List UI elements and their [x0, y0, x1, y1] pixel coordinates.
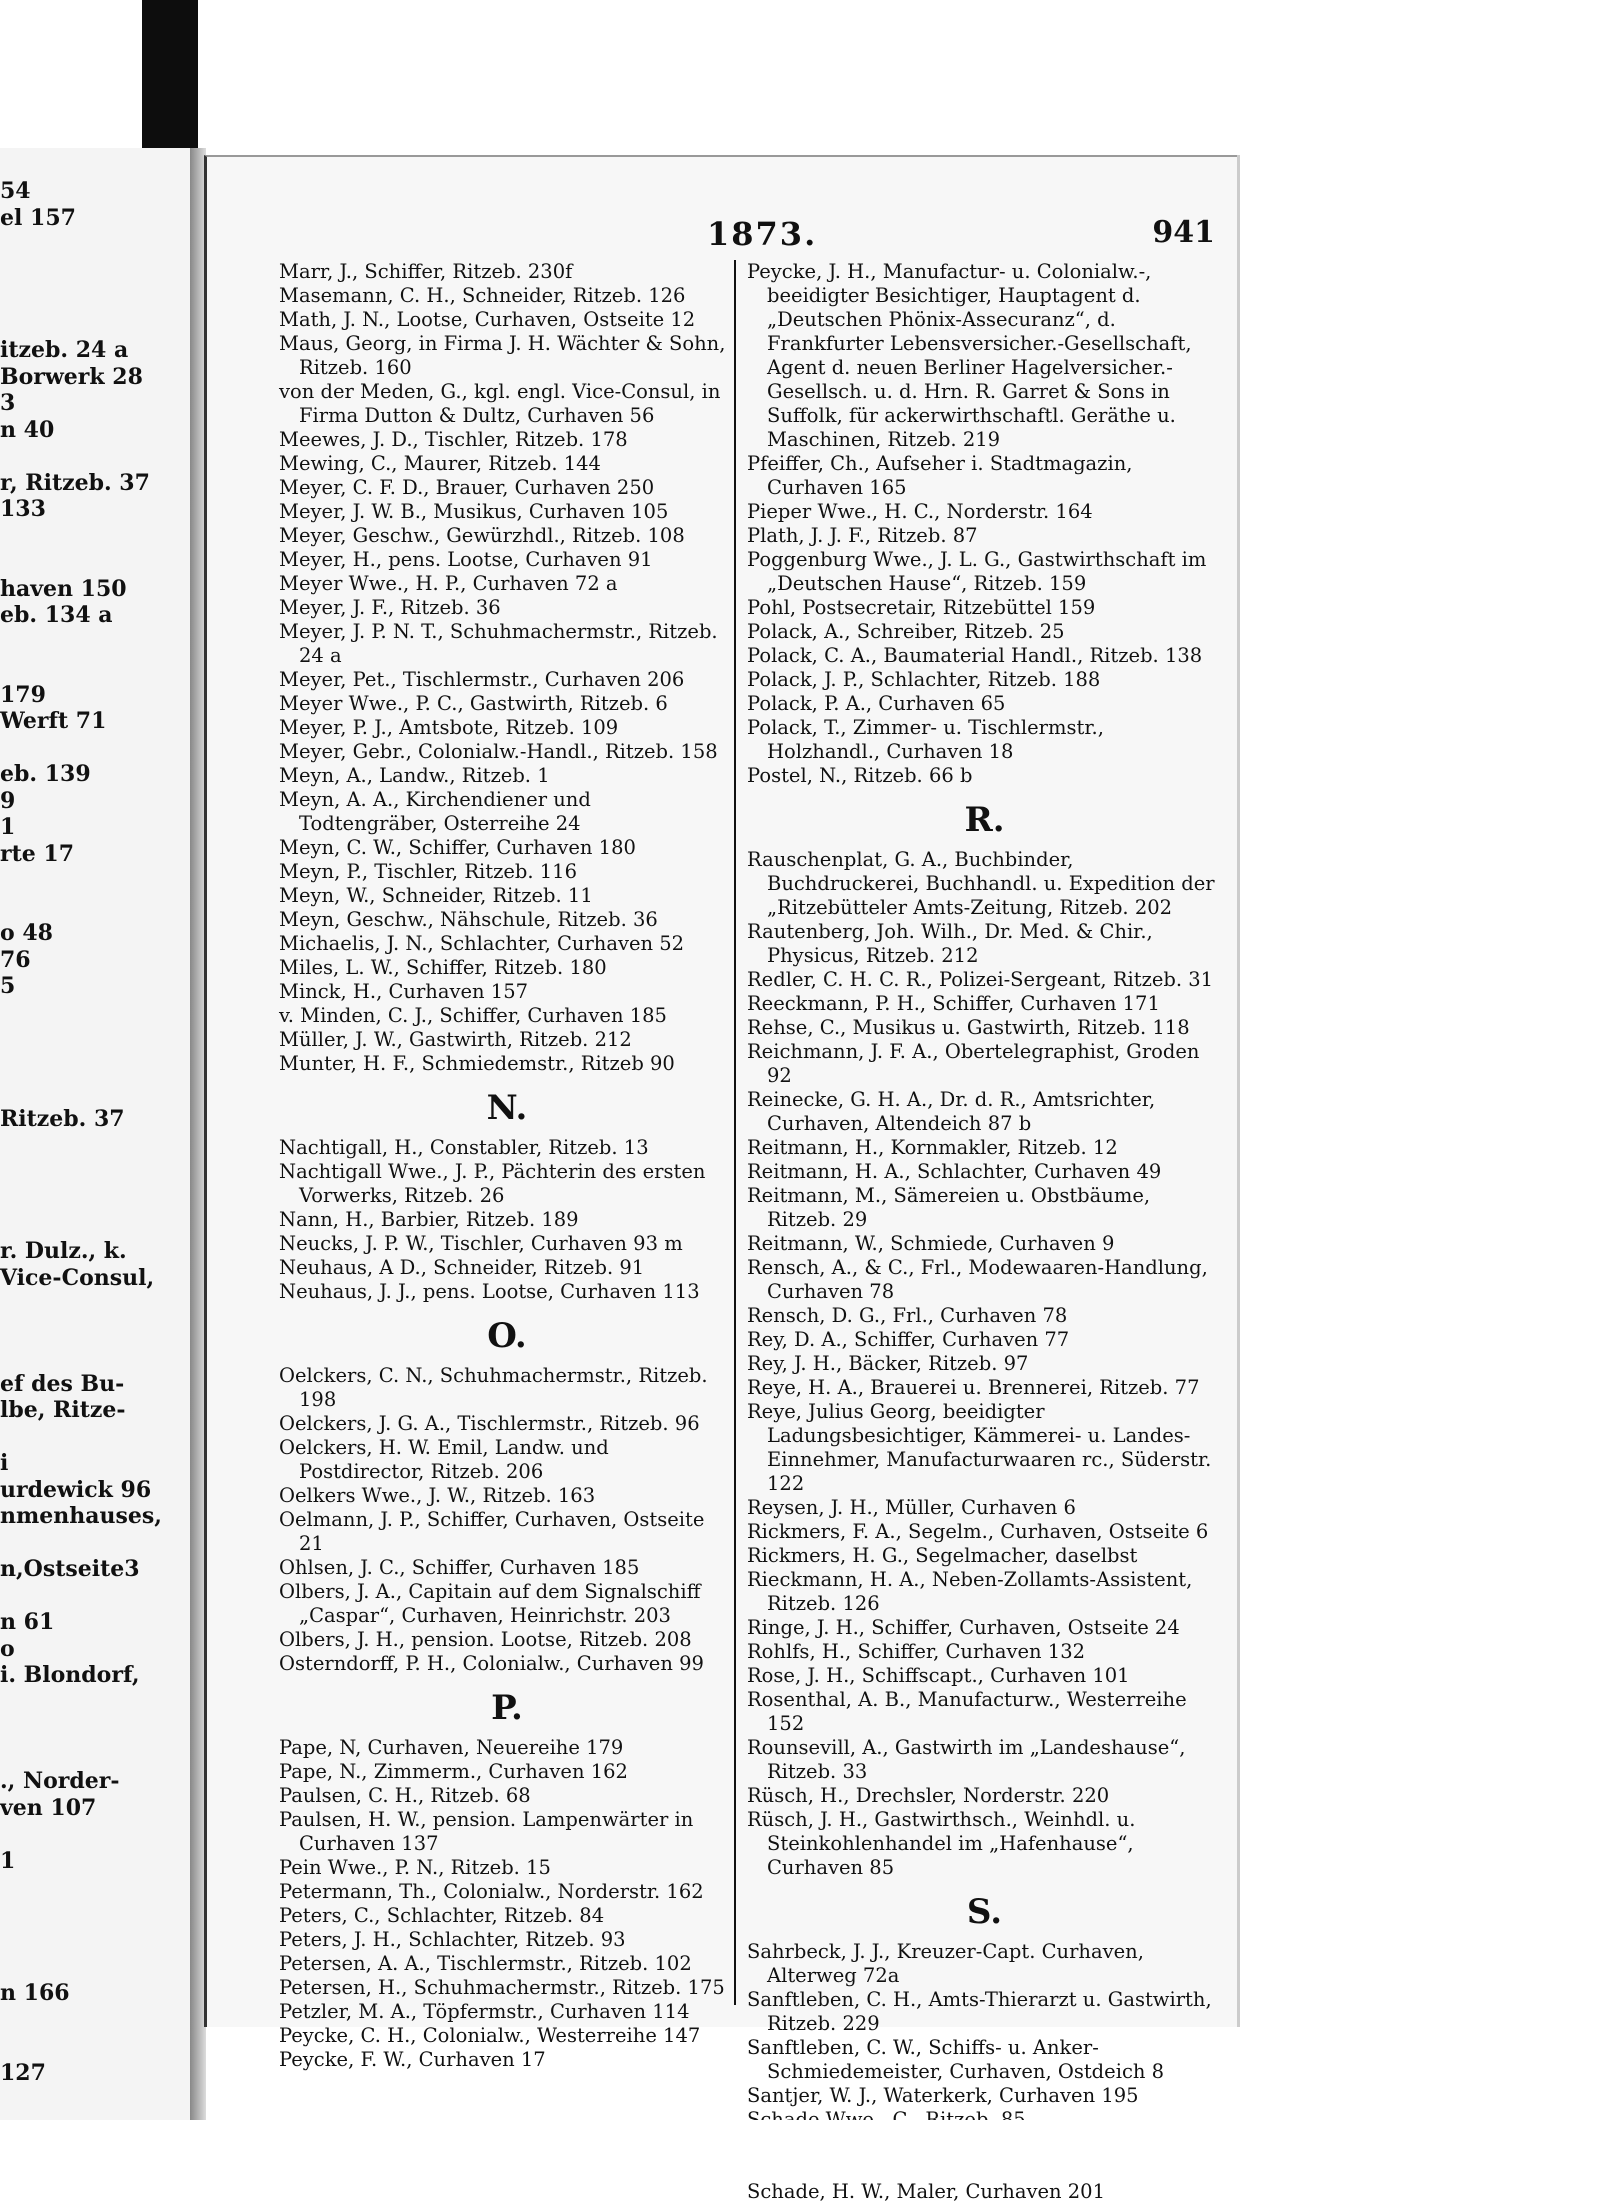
directory-entry: Rounsevill, A., Gastwirth im „Landeshause“, Ritzeb. 33 — [747, 1736, 1186, 1783]
left-page-text-fragment: Borwerk 28 — [0, 363, 143, 390]
directory-entry: Marr, J., Schiffer, Ritzeb. 230f — [279, 260, 573, 283]
directory-entry: Reitmann, W., Schmiede, Curhaven 9 — [747, 1232, 1115, 1255]
directory-entry: Oelckers, H. W. Emil, Landw. und Postdirector, Ritzeb. 206 — [279, 1436, 609, 1483]
directory-entry: Peycke, C. H., Colonialw., Westerreihe 147 — [279, 2024, 701, 2047]
left-page-text-fragment: 3 — [0, 390, 16, 416]
directory-entry: Masemann, C. H., Schneider, Ritzeb. 126 — [279, 284, 686, 307]
directory-entry: Rensch, A., & C., Frl., Modewaaren-Handlung, Curhaven 78 — [747, 1256, 1208, 1303]
directory-entry: Reitmann, M., Sämereien u. Obstbäume, Ritzeb. 29 — [747, 1184, 1151, 1231]
directory-entry: Peters, C., Schlachter, Ritzeb. 84 — [279, 1904, 605, 1927]
directory-entry: Michaelis, J. N., Schlachter, Curhaven 52 — [279, 932, 685, 955]
directory-entry: Pohl, Postsecretair, Ritzebüttel 159 — [747, 596, 1096, 619]
directory-entry: Neucks, J. P. W., Tischler, Curhaven 93 m — [279, 1232, 683, 1255]
directory-entry: Ringe, J. H., Schiffer, Curhaven, Ostseite 24 — [747, 1616, 1180, 1639]
left-page-fragment — [0, 148, 193, 2120]
entries-p-continued — [747, 260, 1222, 788]
directory-entry: Miles, L. W., Schiffer, Ritzeb. 180 — [279, 956, 607, 979]
directory-entry: Reye, H. A., Brauerei u. Brennerei, Ritzeb. 77 — [747, 1376, 1200, 1399]
directory-entry: Peycke, J. H., Manufactur- u. Colonialw.-, beeidigter Besichtiger, Hauptagent d. „Deutschen Phönix-Assecuranz“, d. Frankfurter Lebensversicher.-Gesellschaft, Agent d. neuen Berliner Hagelversicher.-Gesellsch. u. d. Hrn. R. Garret & Sons in Suffolk, für ackerwirthschaftl. Geräthe u. Maschinen, Ritzeb. 219 — [747, 260, 1192, 451]
directory-entry: Rickmers, F. A., Segelm., Curhaven, Ostseite 6 — [747, 1520, 1209, 1543]
directory-entry: Meyn, P., Tischler, Ritzeb. 116 — [279, 860, 577, 883]
directory-entry: Maus, Georg, in Firma J. H. Wächter & Sohn, Ritzeb. 160 — [279, 332, 726, 379]
letter-heading-o: O. — [487, 1316, 527, 1356]
directory-entry: Rensch, D. G., Frl., Curhaven 78 — [747, 1304, 1068, 1327]
left-page-text-fragment: n 40 — [0, 416, 55, 443]
left-page-text-fragment: ef des Bu- — [0, 1370, 125, 1397]
column-divider — [734, 260, 736, 2005]
left-page-text-fragment: 1 — [0, 1847, 16, 1874]
directory-entry: Paulsen, H. W., pension. Lampenwärter in Curhaven 137 — [279, 1808, 694, 1855]
directory-entry: Meyer, Pet., Tischlermstr., Curhaven 206 — [279, 668, 685, 691]
left-page-text-fragment: 5 — [0, 973, 16, 999]
left-page-text-fragment: o 48 — [0, 920, 53, 946]
directory-entry: Pape, N., Zimmerm., Curhaven 162 — [279, 1760, 628, 1783]
directory-entry: Neuhaus, J. J., pens. Lootse, Curhaven 113 — [279, 1280, 700, 1303]
directory-entry: Peycke, F. W., Curhaven 17 — [279, 2048, 546, 2071]
left-page-text-fragment: haven 150 — [0, 575, 127, 602]
directory-entry: Ohlsen, J. C., Schiffer, Curhaven 185 — [279, 1556, 640, 1579]
directory-entry: Rose, J. H., Schiffscapt., Curhaven 101 — [747, 1664, 1130, 1687]
directory-entry: Reysen, J. H., Müller, Curhaven 6 — [747, 1496, 1076, 1519]
directory-entry: Santjer, W. J., Waterkerk, Curhaven 195 — [747, 2084, 1139, 2107]
page-number: 941 — [1152, 215, 1215, 250]
entries-m — [279, 260, 735, 1076]
directory-entry: Rohlfs, H., Schiffer, Curhaven 132 — [747, 1640, 1086, 1663]
directory-entry: Rieckmann, H. A., Neben-Zollamts-Assistent, Ritzeb. 126 — [747, 1568, 1193, 1615]
book-gutter-shadow — [142, 0, 198, 148]
directory-entry: Paulsen, C. H., Ritzeb. 68 — [279, 1784, 531, 1807]
directory-entry: Oelckers, C. N., Schuhmachermstr., Ritzeb. 198 — [279, 1364, 708, 1411]
directory-entry: Mewing, C., Maurer, Ritzeb. 144 — [279, 452, 601, 475]
directory-entry: Neuhaus, A D., Schneider, Ritzeb. 91 — [279, 1256, 645, 1279]
directory-entry: Nachtigall Wwe., J. P., Pächterin des ersten Vorwerks, Ritzeb. 26 — [279, 1160, 706, 1207]
directory-entry: Rehse, C., Musikus u. Gastwirth, Ritzeb. 118 — [747, 1016, 1190, 1039]
directory-entry: Rüsch, J. H., Gastwirthsch., Weinhdl. u. Steinkohlenhandel im „Hafenhause“, Curhaven 85 — [747, 1808, 1136, 1879]
directory-entry: Plath, J. J. F., Ritzeb. 87 — [747, 524, 978, 547]
left-page-text-fragment: ven 107 — [0, 1794, 97, 1821]
left-page-text-fragment: eb. 134 a — [0, 602, 113, 628]
directory-entry: Rey, D. A., Schiffer, Curhaven 77 — [747, 1328, 1070, 1351]
entries-p — [279, 1736, 735, 2072]
directory-entry: Rauschenplat, G. A., Buchbinder, Buchdruckerei, Buchhandl. u. Expedition der „Ritzebütteler Amts-Zeitung, Ritzeb. 202 — [747, 848, 1215, 919]
directory-entry: Meyer, Geschw., Gewürzhdl., Ritzeb. 108 — [279, 524, 685, 547]
directory-entry: Redler, C. H. C. R., Polizei-Sergeant, Ritzeb. 31 — [747, 968, 1214, 991]
directory-entry: Poggenburg Wwe., J. L. G., Gastwirthschaft im „Deutschen Hause“, Ritzeb. 159 — [747, 548, 1207, 595]
directory-entry: Nachtigall, H., Constabler, Ritzeb. 13 — [279, 1136, 649, 1159]
left-page-text-fragment: 54 — [0, 178, 31, 204]
directory-entry: Pfeiffer, Ch., Aufseher i. Stadtmagazin, Curhaven 165 — [747, 452, 1133, 499]
left-page-text-fragment: Vice-Consul, — [0, 1264, 155, 1291]
directory-entry: Meyn, W., Schneider, Ritzeb. 11 — [279, 884, 593, 907]
directory-entry: Polack, P. A., Curhaven 65 — [747, 692, 1006, 715]
directory-entry: Reitmann, H. A., Schlachter, Curhaven 49 — [747, 1160, 1162, 1183]
left-page-text-fragment: n 166 — [0, 1980, 70, 2006]
directory-entry: Petzler, M. A., Töpfermstr., Curhaven 114 — [279, 2000, 690, 2023]
directory-entry: Müller, J. W., Gastwirth, Ritzeb. 212 — [279, 1028, 632, 1051]
directory-entry: Meyer, J. P. N. T., Schuhmachermstr., Ritzeb. 24 a — [279, 620, 718, 667]
directory-entry: Pieper Wwe., H. C., Norderstr. 164 — [747, 500, 1093, 523]
letter-heading-s: S. — [966, 1892, 1003, 1932]
left-page-text-fragment: 76 — [0, 946, 31, 973]
directory-entry: Meyer Wwe., H. P., Curhaven 72 a — [279, 572, 618, 595]
directory-entry: Meyer, H., pens. Lootse, Curhaven 91 — [279, 548, 653, 571]
directory-entry: Polack, J. P., Schlachter, Ritzeb. 188 — [747, 668, 1101, 691]
directory-entry: Meyer, J. W. B., Musikus, Curhaven 105 — [279, 500, 669, 523]
left-page-text-fragment: i. Blondorf, — [0, 1662, 140, 1688]
left-page-text-fragment: urdewick 96 — [0, 1476, 152, 1503]
directory-entry: Meyn, A. A., Kirchendiener und Todtengräber, Osterreihe 24 — [279, 788, 591, 835]
directory-entry: Rautenberg, Joh. Wilh., Dr. Med. & Chir., Physicus, Ritzeb. 212 — [747, 920, 1153, 967]
directory-entry: Meyn, A., Landw., Ritzeb. 1 — [279, 764, 550, 787]
directory-entry: Polack, A., Schreiber, Ritzeb. 25 — [747, 620, 1065, 643]
entries-r — [747, 848, 1222, 1880]
left-page-text-fragment: eb. 139 — [0, 761, 91, 787]
left-page-text-fragment: n 61 — [0, 1609, 55, 1635]
letter-heading-p: P. — [491, 1688, 523, 1728]
directory-entry: Meyer, Gebr., Colonialw.-Handl., Ritzeb. 158 — [279, 740, 718, 763]
directory-entry: Osterndorff, P. H., Colonialw., Curhaven 99 — [279, 1652, 704, 1675]
directory-entry: Meyn, Geschw., Nähschule, Ritzeb. 36 — [279, 908, 658, 931]
directory-entry: Minck, H., Curhaven 157 — [279, 980, 529, 1003]
right-column — [747, 260, 1222, 2204]
directory-entry: Olbers, J. H., pension. Lootse, Ritzeb. 208 — [279, 1628, 692, 1651]
directory-entry: Reitmann, H., Kornmakler, Ritzeb. 12 — [747, 1136, 1118, 1159]
left-page-text-fragment: Ritzeb. 37 — [0, 1105, 125, 1132]
left-page-text-fragment: ., Norder- — [0, 1768, 120, 1794]
directory-entry: Polack, T., Zimmer- u. Tischlermstr., Holzhandl., Curhaven 18 — [747, 716, 1104, 763]
directory-entry: Sanftleben, C. H., Amts-Thierarzt u. Gastwirth, Ritzeb. 229 — [747, 1988, 1212, 2035]
left-page-text-fragment: r. Dulz., k. — [0, 1238, 127, 1264]
left-column — [279, 260, 735, 2072]
left-page-text-fragment: o — [0, 1635, 15, 1662]
directory-entry: Pein Wwe., P. N., Ritzeb. 15 — [279, 1856, 551, 1879]
directory-entry: Reeckmann, P. H., Schiffer, Curhaven 171 — [747, 992, 1160, 1015]
scan-bottom-margin — [0, 2120, 1600, 2177]
right-page — [204, 155, 1237, 2203]
directory-entry: Polack, C. A., Baumaterial Handl., Ritzeb. 138 — [747, 644, 1203, 667]
directory-entry: Petersen, A. A., Tischlermstr., Ritzeb. 102 — [279, 1952, 692, 1975]
directory-entry: Pape, N, Curhaven, Neuereihe 179 — [279, 1736, 624, 1759]
directory-entry: Meyer Wwe., P. C., Gastwirth, Ritzeb. 6 — [279, 692, 668, 715]
directory-entry: Peters, J. H., Schlachter, Ritzeb. 93 — [279, 1928, 626, 1951]
directory-entry: von der Meden, G., kgl. engl. Vice-Consul, in Firma Dutton & Dultz, Curhaven 56 — [279, 380, 721, 427]
left-page-text-fragment: 9 — [0, 787, 16, 814]
directory-entry: Rickmers, H. G., Segelmacher, daselbst — [747, 1544, 1138, 1567]
left-page-text-fragment: itzeb. 24 a — [0, 337, 129, 363]
directory-entry: Rosenthal, A. B., Manufacturw., Westerreihe 152 — [747, 1688, 1187, 1735]
directory-entry: Reinecke, G. H. A., Dr. d. R., Amtsrichter, Curhaven, Altendeich 87 b — [747, 1088, 1156, 1135]
left-page-text-fragment: 1 — [0, 814, 16, 840]
left-page-text-fragment: n,Ostseite3 — [0, 1556, 140, 1582]
directory-entry: Munter, H. F., Schmiedemstr., Ritzeb 90 — [279, 1052, 675, 1075]
left-page-text-fragment: lbe, Ritze- — [0, 1397, 126, 1423]
left-page-text-fragment: el 157 — [0, 204, 76, 231]
directory-entry: Meyer, J. F., Ritzeb. 36 — [279, 596, 501, 619]
left-page-text-fragment: 133 — [0, 496, 46, 522]
left-page-text-fragment: r, Ritzeb. 37 — [0, 469, 150, 496]
letter-heading-r: R. — [964, 800, 1005, 840]
directory-entry: Oelckers, J. G. A., Tischlermstr., Ritzeb. 96 — [279, 1412, 700, 1435]
left-page-text-fragment: rte 17 — [0, 840, 75, 867]
directory-entry: Rüsch, H., Drechsler, Norderstr. 220 — [747, 1784, 1110, 1807]
directory-entry: Meewes, J. D., Tischler, Ritzeb. 178 — [279, 428, 628, 451]
left-page-text-fragment: i — [0, 1450, 9, 1476]
directory-entry: Nann, H., Barbier, Ritzeb. 189 — [279, 1208, 579, 1231]
directory-entry: Sahrbeck, J. J., Kreuzer-Capt. Curhaven, Alterweg 72a — [747, 1940, 1144, 1987]
directory-entry: Petersen, H., Schuhmachermstr., Ritzeb. 175 — [279, 1976, 725, 1999]
page-year: 1873. — [707, 215, 818, 253]
left-page-text-fragment: nmenhauses, — [0, 1503, 162, 1529]
entries-n — [279, 1136, 735, 1304]
directory-entry: Math, J. N., Lootse, Curhaven, Ostseite 12 — [279, 308, 696, 331]
directory-entry: Postel, N., Ritzeb. 66 b — [747, 764, 973, 787]
directory-entry: Meyer, P. J., Amtsbote, Ritzeb. 109 — [279, 716, 619, 739]
directory-entry: Schade, H. W., Maler, Curhaven 201 — [747, 2180, 1105, 2203]
left-page-text-fragment: 127 — [0, 2059, 46, 2086]
letter-heading-n: N. — [486, 1088, 528, 1128]
directory-entry: Oelkers Wwe., J. W., Ritzeb. 163 — [279, 1484, 596, 1507]
directory-entry: Reichmann, J. F. A., Obertelegraphist, Groden 92 — [747, 1040, 1200, 1087]
directory-entry: Petermann, Th., Colonialw., Norderstr. 162 — [279, 1880, 704, 1903]
directory-entry: Rey, J. H., Bäcker, Ritzeb. 97 — [747, 1352, 1029, 1375]
directory-entry: Olbers, J. A., Capitain auf dem Signalschiff „Caspar“, Curhaven, Heinrichstr. 203 — [279, 1580, 701, 1627]
left-page-text-fragment: 179 — [0, 681, 46, 708]
directory-entry: v. Minden, C. J., Schiffer, Curhaven 185 — [279, 1004, 667, 1027]
entries-o — [279, 1364, 735, 1676]
directory-entry: Sanftleben, C. W., Schiffs- u. Anker-Schmiedemeister, Curhaven, Ostdeich 8 — [747, 2036, 1165, 2083]
directory-entry: Reye, Julius Georg, beeidigter Ladungsbesichtiger, Kämmerei- u. Landes-Einnehmer, Manufacturwaaren rc., Süderstr. 122 — [747, 1400, 1212, 1495]
running-head — [207, 215, 1237, 255]
directory-entry: Meyer, C. F. D., Brauer, Curhaven 250 — [279, 476, 655, 499]
directory-entry: Meyn, C. W., Schiffer, Curhaven 180 — [279, 836, 636, 859]
left-page-text-fragment: Werft 71 — [0, 708, 107, 734]
directory-entry: Oelmann, J. P., Schiffer, Curhaven, Ostseite 21 — [279, 1508, 705, 1555]
